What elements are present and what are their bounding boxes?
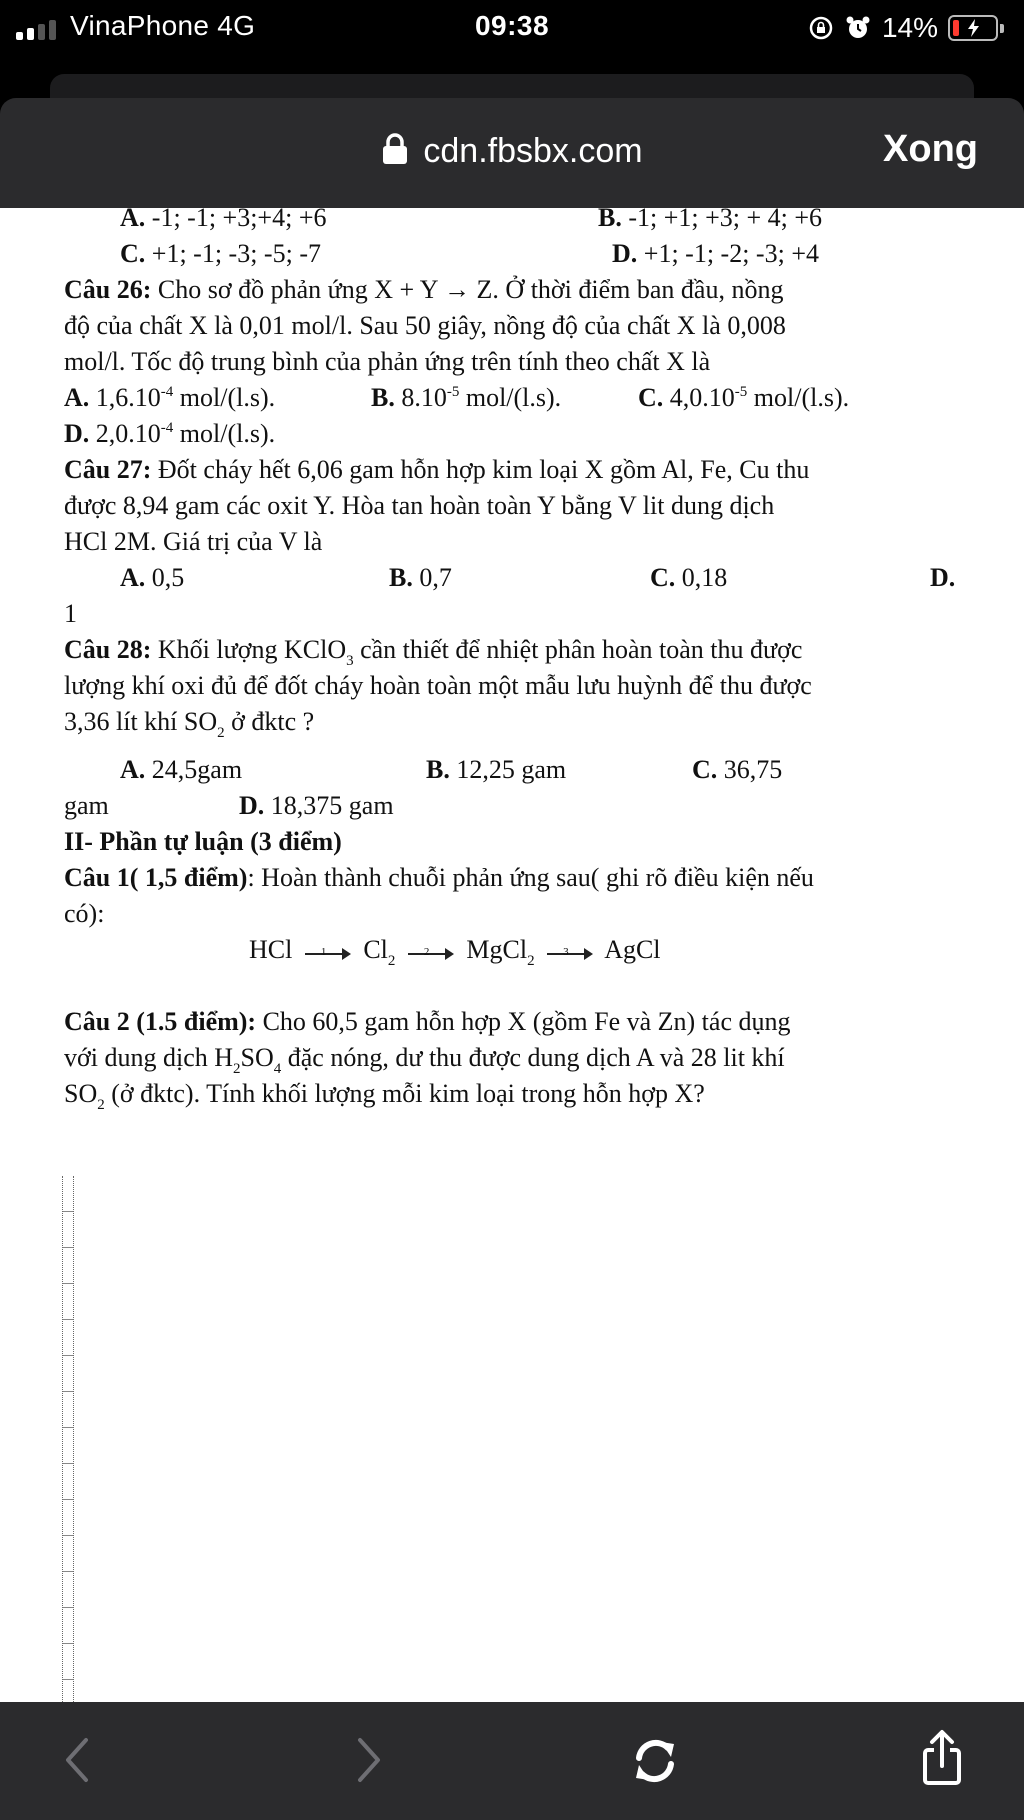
q28-text-line-1: Câu 28: Khối lượng KClO$_3$ cần thiết để nhiệt phân hoàn toàn thu được	[64, 635, 803, 669]
share-icon[interactable]	[920, 1728, 964, 1788]
q27-option-a: A. 0,5	[120, 563, 185, 592]
url-bar[interactable]	[0, 132, 1024, 171]
status-bar	[0, 0, 1024, 56]
q25-options-row-1	[64, 208, 964, 236]
q27-text-line-1: Câu 27: Đốt cháy hết 6,06 gam hỗn hợp kim loại X gồm Al, Fe, Cu thu	[64, 455, 810, 484]
essay-q2-line-1: Câu 2 (1.5 điểm): Cho 60,5 gam hỗn hợp X (gồm Fe và Zn) tác dụng	[64, 1007, 791, 1036]
q28-text-line-3: 3,36 lít khí $SO_2$ ở đktc ?	[64, 707, 315, 741]
q28-text-line-2: lượng khí oxi đủ để đốt cháy hoàn toàn một mẫu lưu huỳnh để thu được	[64, 671, 812, 700]
chain-mgcl2: MgCl$_2$	[466, 935, 535, 969]
dotted-ruler-border	[62, 1176, 74, 1702]
q28-option-b: B. 12,25 gam	[426, 755, 567, 784]
charging-bolt-icon	[964, 18, 984, 38]
alarm-icon	[844, 14, 872, 42]
url-text: cdn.fbsbx.com	[423, 132, 643, 170]
q26-option-a: A. $1,6.10^{-4}$ mol/(l.s).	[64, 383, 276, 412]
refresh-icon[interactable]	[630, 1736, 680, 1786]
reaction-chain	[64, 932, 964, 974]
q28-option-c: C. 36,75	[692, 755, 783, 784]
done-button[interactable]: Xong	[883, 128, 978, 170]
browser-header	[0, 98, 1024, 208]
q28-options-row-2	[64, 788, 964, 824]
chain-hcl: HCl	[249, 935, 293, 964]
q26-options-row-2	[64, 416, 964, 452]
q25-options-row-2	[64, 236, 964, 272]
document-viewer[interactable]	[0, 208, 1024, 1702]
essay-q2-line-3: $SO_2$ (ở đktc). Tính khối lượng mỗi kim loại trong hỗn hợp X?	[64, 1079, 705, 1113]
q26-options-row-1	[64, 380, 964, 416]
spacer	[64, 974, 964, 1004]
chain-arrow-1: 1	[305, 942, 351, 962]
q26-option-b: B. $8.10^{-5}$ mol/(l.s).	[371, 383, 562, 412]
q27-options-row	[64, 560, 964, 596]
document-content	[64, 208, 964, 1112]
q26-option-c: C. $4,0.10^{-5}$ mol/(l.s).	[638, 383, 850, 412]
part2-heading: II- Phần tự luận (3 điểm)	[64, 827, 342, 856]
chain-arrow-2: 2	[408, 942, 454, 962]
q25-option-b: B. -1; +1; +3; + 4; +6	[598, 208, 823, 232]
q25-option-a: A. -1; -1; +3;+4; +6	[120, 208, 327, 232]
clock: 09:38	[474, 10, 550, 41]
lock-icon	[381, 132, 409, 166]
q25-option-d: D. +1; -1; -2; -3; +4	[612, 239, 819, 268]
browser-toolbar	[0, 1702, 1024, 1820]
essay-q1-line-2: có):	[64, 899, 105, 928]
chain-cl2: $Cl_2$	[363, 935, 396, 969]
q28-option-c-wrap: gam	[64, 791, 109, 820]
q28-option-a: A. 24,5gam	[120, 755, 243, 784]
q28-options-row-1	[64, 752, 964, 788]
q27-text-line-2: được 8,94 gam các oxit Y. Hòa tan hoàn toàn Y bằng V lit dung dịch	[64, 491, 775, 520]
battery-icon	[948, 15, 998, 41]
back-icon[interactable]	[58, 1734, 98, 1786]
forward-icon[interactable]	[348, 1734, 388, 1786]
spacer	[64, 740, 964, 752]
q27-option-c: C. 0,18	[650, 563, 728, 592]
battery-percent: 14%	[881, 12, 938, 43]
q27-option-b: B. 0,7	[389, 563, 452, 592]
q26-option-d: D. $2,0.10^{-4}$ mol/(l.s).	[64, 419, 276, 448]
battery-level-fill	[953, 20, 959, 36]
q28-option-d: D. 18,375 gam	[239, 791, 394, 820]
q27-option-d-value: 1	[64, 599, 77, 628]
essay-q1-line-1: Câu 1( 1,5 điểm): Hoàn thành chuỗi phản ứng sau( ghi rõ điều kiện nếu	[64, 863, 814, 892]
q26-text-line-3: mol/l. Tốc độ trung bình của phản ứng trên tính theo chất X là	[64, 347, 711, 376]
chain-arrow-3: 3	[547, 942, 593, 962]
essay-q2-line-2: với dung dịch $H_2SO_4$ đặc nóng, dư thu được dung dịch A và 28 lit khí	[64, 1043, 785, 1077]
chain-agcl: AgCl	[604, 935, 661, 964]
q26-text-line-2: độ của chất X là 0,01 mol/l. Sau 50 giây, nồng độ của chất X là 0,008	[64, 311, 786, 340]
status-indicators	[808, 10, 998, 46]
orientation-lock-icon	[808, 15, 834, 41]
q27-option-d-label: D.	[930, 563, 956, 592]
q26-text-line-1: Câu 26: Cho sơ đồ phản ứng X + Y → Z. Ở thời điểm ban đầu, nồng	[64, 275, 784, 304]
carrier-label: VinaPhone 4G	[70, 10, 256, 41]
q25-option-c: C. +1; -1; -3; -5; -7	[120, 239, 321, 268]
q27-text-line-3: HCl 2M. Giá trị của V là	[64, 527, 323, 556]
